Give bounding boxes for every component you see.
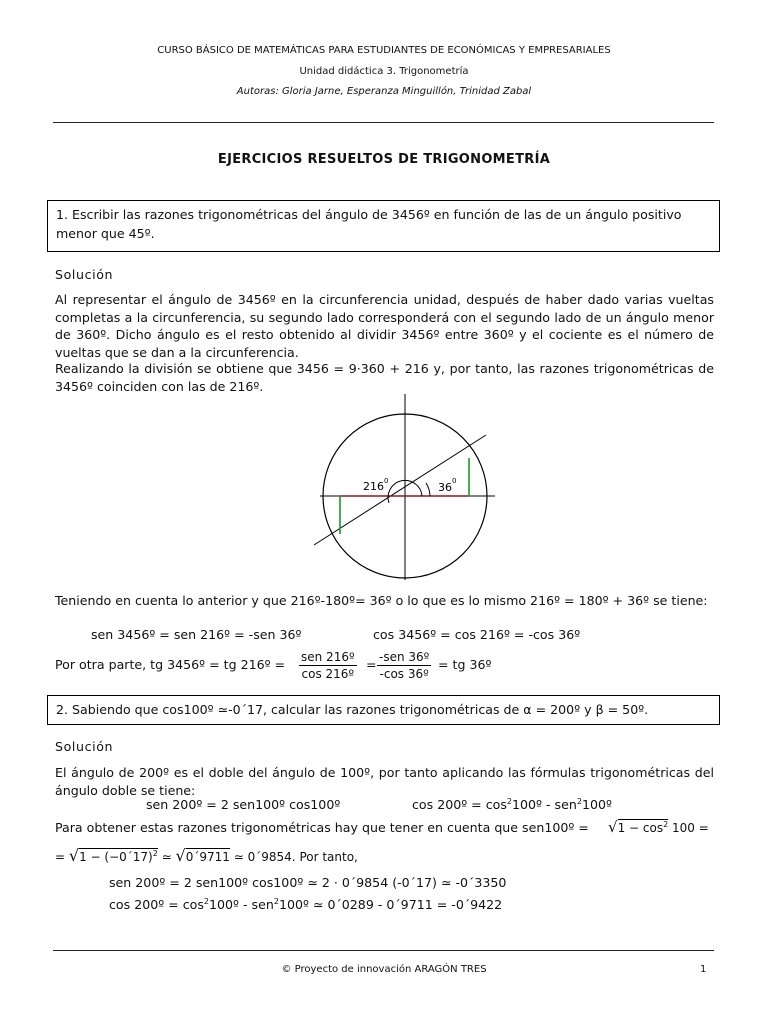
unit-circle-diagram bbox=[300, 392, 500, 582]
exercise-1-paragraph-3: Teniendo en cuenta lo anterior y que 216º-180º= 36º o lo que es lo mismo 216º = 180º + 36º se tiene: bbox=[55, 593, 708, 608]
footer-text: © Proyecto de innovación ARAGÓN TRES bbox=[281, 964, 487, 975]
exercise-2-sine-double-angle: sen 200º = 2 sen100º cos100º bbox=[146, 797, 341, 812]
header-unit: Unidad didáctica 3. Trigonometría bbox=[299, 66, 469, 77]
fraction-1-denominator: cos 216º bbox=[301, 667, 355, 681]
label-36: 36 bbox=[438, 481, 452, 494]
exercise-1-statement: 1. Escribir las razones trigonométricas del ángulo de 3456º en función de las de un ángulo positivo menor que 45º. bbox=[56, 207, 682, 241]
header-authors: Autoras: Gloria Jarne, Esperanza Minguillón, Trinidad Zabal bbox=[236, 86, 532, 97]
footer-rule bbox=[53, 950, 714, 951]
exercise-1-paragraph-2: Realizando la división se obtiene que 3456 = 9·360 + 216 y, por tanto, las razones trigonométricas de 3456º coinciden con las de 216º. bbox=[55, 361, 714, 394]
equals-sign: = bbox=[366, 657, 377, 672]
exercise-2-paragraph-2: Para obtener estas razones trigonométricas hay que tener en cuenta que sen100º = bbox=[55, 820, 589, 835]
page-number: 1 bbox=[700, 964, 707, 975]
exercise-2-solution-label: Solución bbox=[55, 739, 114, 754]
exercise-1-paragraph-1: Al representar el ángulo de 3456º en la circunferencia unidad, después de haber dado varias vueltas completas a la circunferencia, su segundo lado corresponderá con el segundo lado de un ángulo menor de 360º. Dicho ángulo es el resto obtenido al dividir 3456º entre 360º y el cociente es el número de vueltas que se dan a la circunferencia. bbox=[55, 292, 714, 360]
exercise-1-box bbox=[47, 200, 720, 252]
exercise-1-solution-label: Solución bbox=[55, 267, 114, 282]
exercise-2-sine-result: sen 200º = 2 sen100º cos100º ≃ 2 · 0´9854 (-0´17) ≃ -0´3350 bbox=[109, 875, 507, 890]
label-216-degree: 0 bbox=[384, 477, 389, 485]
header-course-title: CURSO BÁSICO DE MATEMÁTICAS PARA ESTUDIANTES DE ECONÓMICAS Y EMPRESARIALES bbox=[157, 45, 611, 56]
label-216: 216 bbox=[363, 480, 384, 493]
fraction-sen216-cos216 bbox=[299, 650, 357, 681]
page-title: EJERCICIOS RESUELTOS DE TRIGONOMETRÍA bbox=[217, 152, 551, 167]
exercise-1-sine-equation: sen 3456º = sen 216º = -sen 36º bbox=[91, 627, 302, 642]
exercise-1-tangent-result: = tg 36º bbox=[438, 657, 492, 672]
fraction-1-numerator: sen 216º bbox=[301, 650, 355, 664]
angle-36-arc bbox=[426, 483, 430, 496]
fraction-2-denominator: -cos 36º bbox=[379, 667, 429, 681]
exercise-2-sqrt-evaluation: = √1 − (−0´17)$^2$ ≃ √0´9711 ≃ 0´9854. Por tanto, bbox=[55, 846, 358, 865]
exercise-2-cosine-result: cos 200º = $\cos^2100º$ - sen$^2$100º ≃ 0´0289 - 0´9711 = -0´9422 bbox=[109, 897, 503, 913]
label-36-degree: 0 bbox=[452, 477, 457, 485]
exercise-2-statement: 2. Sabiendo que cos100º ≃-0´17, calcular las razones trigonométricas de α = 200º y β = 50º. bbox=[56, 702, 649, 717]
fraction-neg-sen36-cos36 bbox=[377, 650, 431, 681]
exercise-2-box bbox=[47, 695, 720, 725]
exercise-2-paragraph-1: El ángulo de 200º es el doble del ángulo de 100º, por tanto aplicando las fórmulas trigonométricas del ángulo doble se tiene: bbox=[55, 765, 714, 798]
exercise-2-cosine-double-angle: cos 200º = $\cos^2100º$ - sen$^2$100º bbox=[412, 797, 612, 813]
fraction-2-numerator: -sen 36º bbox=[379, 650, 430, 664]
exercise-1-cosine-equation: cos 3456º = cos 216º = -cos 36º bbox=[373, 627, 581, 642]
exercise-1-tangent-prefix: Por otra parte, tg 3456º = tg 216º = bbox=[55, 657, 286, 672]
header-rule bbox=[53, 122, 714, 123]
sqrt-1-minus-cos-squared: $√1 - \cos^2 100$ = bbox=[608, 818, 709, 836]
